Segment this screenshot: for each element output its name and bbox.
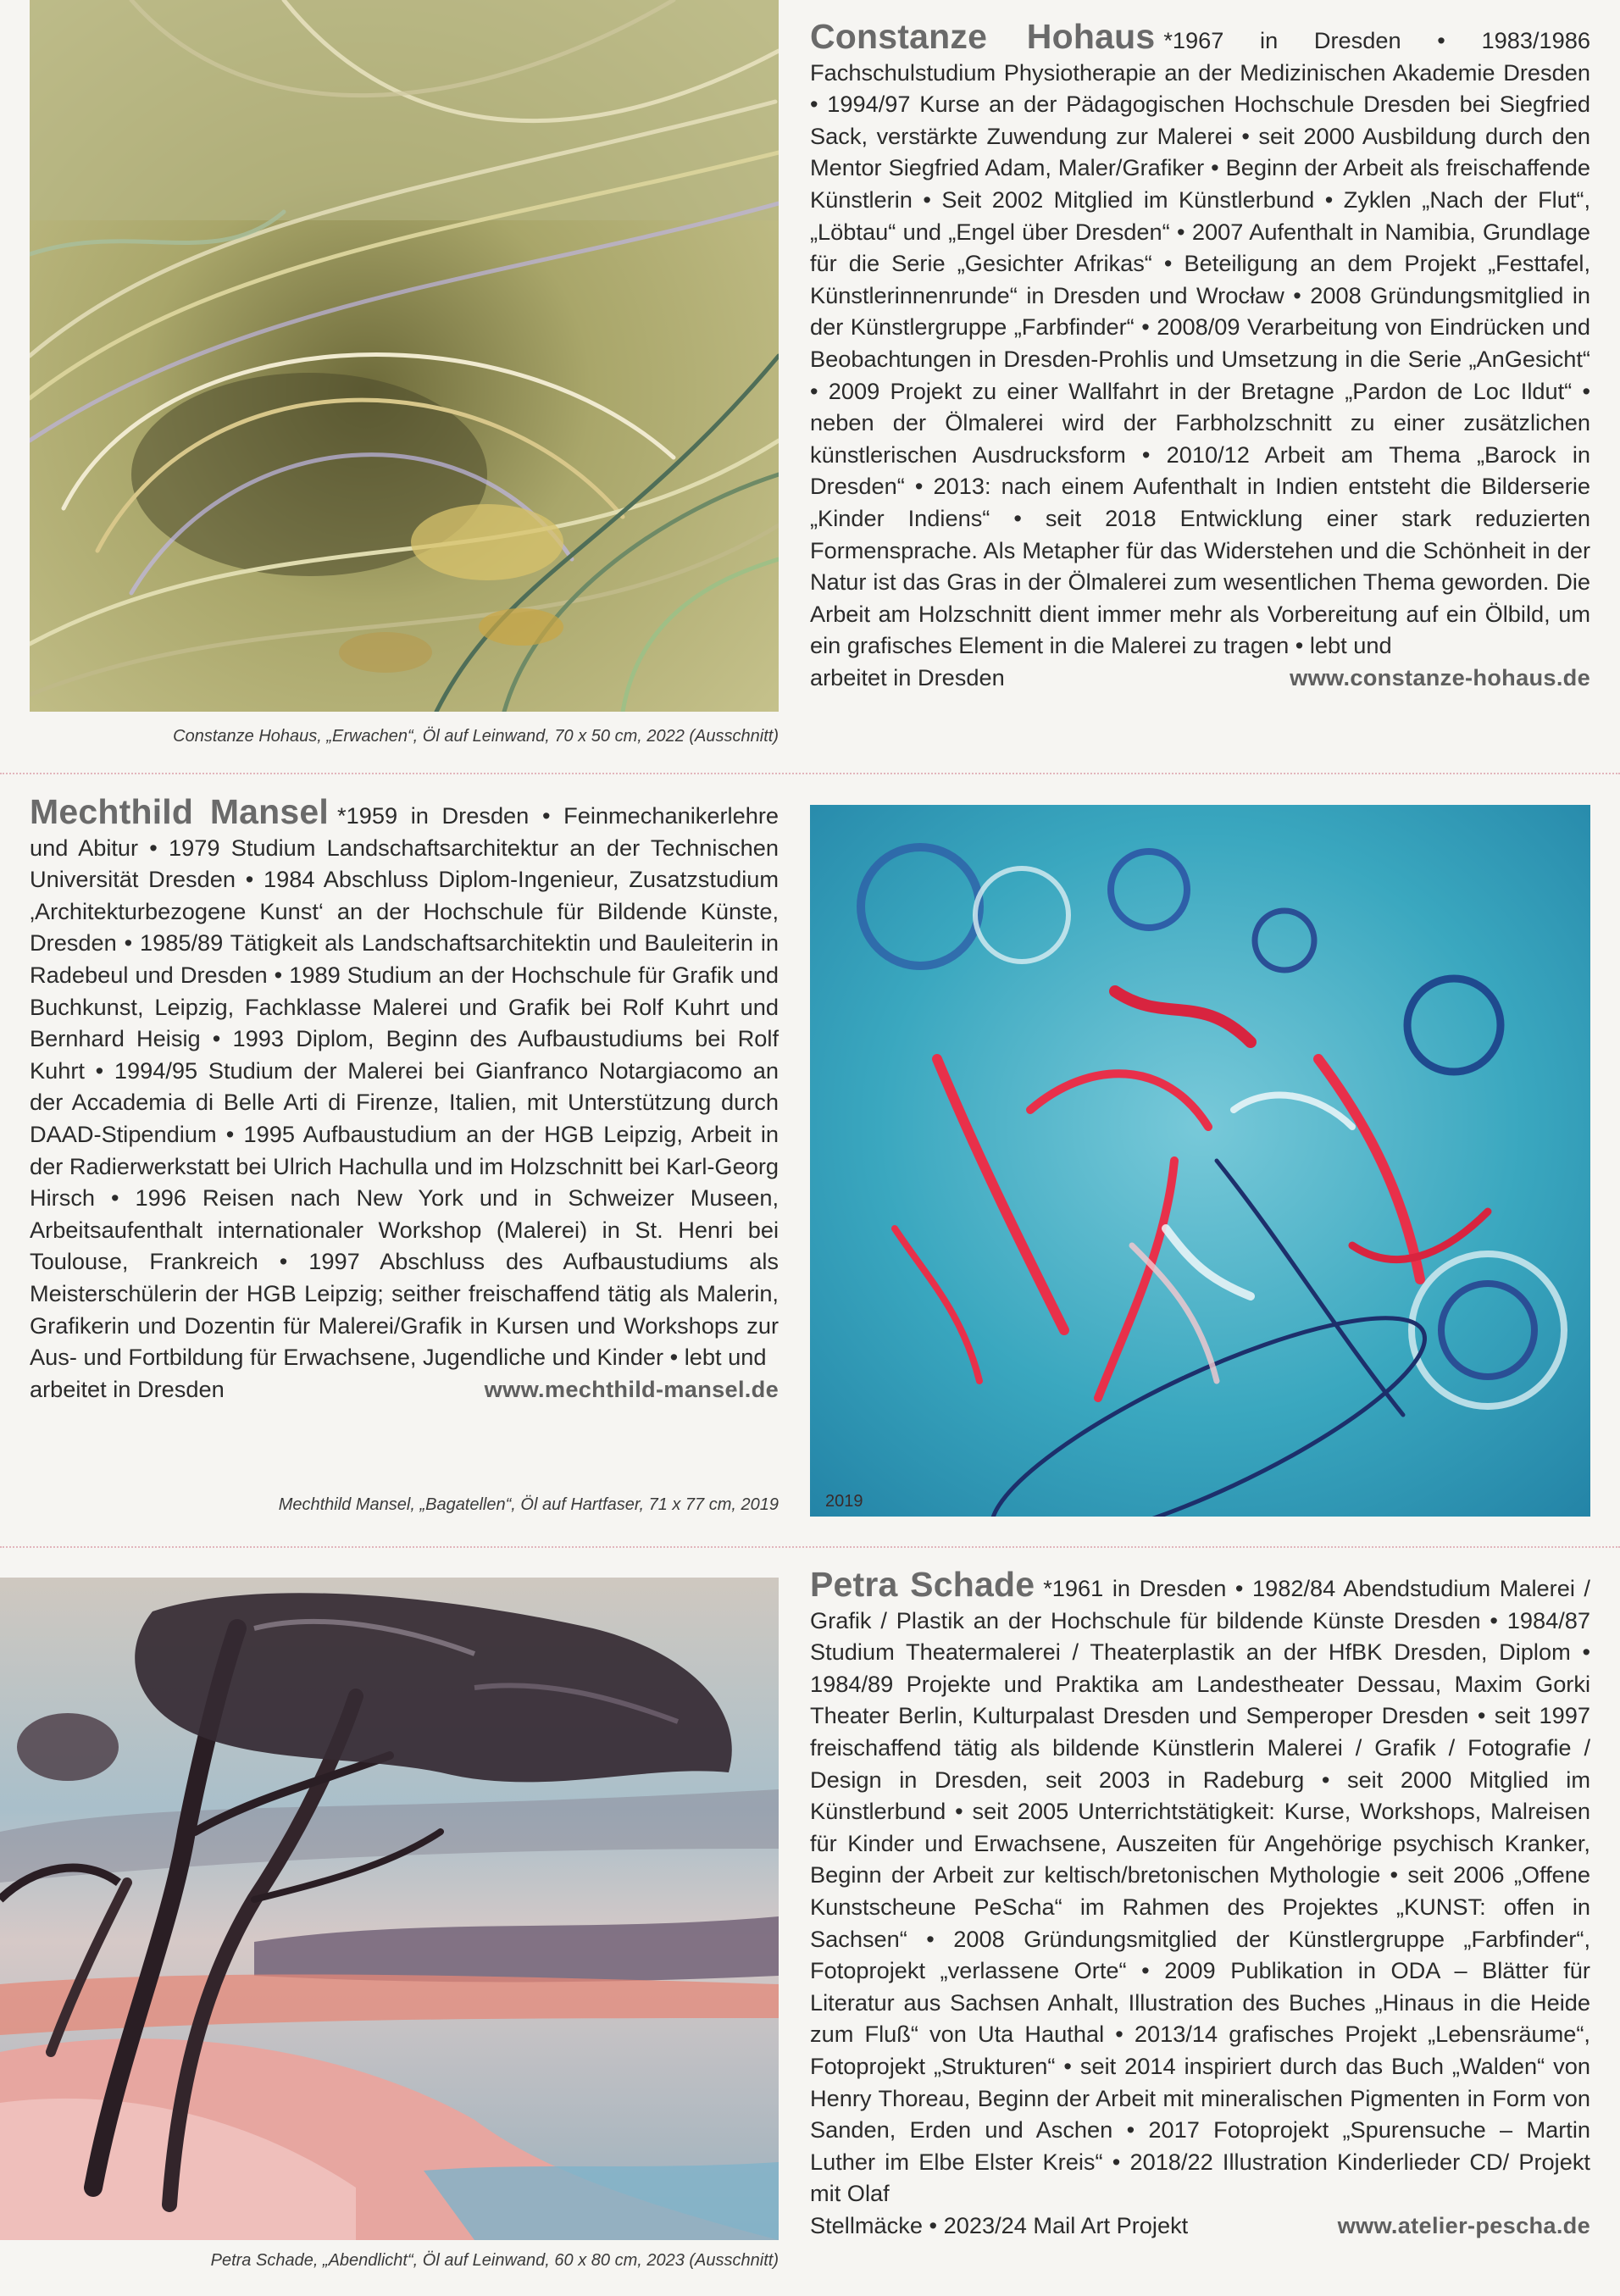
- painting-bagatellen-image: [810, 805, 1590, 1517]
- artist-bio-text: *1959 in Dresden • Feinmechanikerlehre und Abitur • 1979 Studium Landschaftsarchitektur an der Technischen Universität Dresden • 1984 Abschluss Diplom-Ingenieur, Zusatzstudium ‚Architekturbezogene Kunst‘ an der Hochschule für Bildende Künste, Dresden • 1985/89 Tätigkeit als Landschaftsarchitektin und Bauleiterin in Radebeul und Dresden • 1989 Studium an der Hochschule für Grafik und Buchkunst, Leipzig, Fachklasse Malerei und Grafik bei Rolf Kuhrt und Bernhard Heisig • 1993 Diplom, Beginn des Aufbaustudiums bei Rolf Kuhrt • 1994/95 Studium der Malerei bei Gianfranco Notargiacomo an der Accademia di Belle Arti di Firenze, Italien, mit Unterstützung durch DAAD-Stipendium • 1995 Aufbaustudium an der HGB Leipzig, Arbeit in der Radierwerkstatt bei Ulrich Hachulla und im Holzschnitt bei Karl-Georg Hirsch • 1996 Reisen nach New York und in Schweizer Museen, Arbeitsaufenthalt internationaler Workshop (Malerei) in St. Henri bei Toulouse, Frankreich • 1997 Abschluss des Aufbaustudiums als Meisterschülerin der HGB Leipzig; seither freischaffend tätig als Malerin, Grafikerin und Dozentin für Malerei/Grafik in Kursen und Workshops zur Aus- und Fortbildung für Erwachsene, Jugendliche und Kinder • lebt und: [30, 802, 779, 1371]
- painting-signature: 2019: [825, 1492, 863, 1511]
- painting-abendlicht-image: [0, 1578, 779, 2240]
- painting-erwachen-image: [30, 0, 779, 712]
- section-divider: [0, 1546, 1620, 1548]
- painting-caption: Mechthild Mansel, „Bagatellen“, Öl auf Hartfaser, 71 x 77 cm, 2019: [278, 1495, 779, 1514]
- artist-section-schade: [0, 1561, 1620, 2296]
- bio-last-line: [810, 662, 1590, 694]
- website-link[interactable]: www.atelier-pescha.de: [1337, 2211, 1590, 2238]
- painting-abendlicht: [0, 1578, 779, 2240]
- artist-name: Mechthild Mansel: [30, 792, 330, 831]
- bio-end-text: Stellmäcke • 2023/24 Mail Art Projekt: [810, 2211, 1189, 2238]
- artist-section-hohaus: [0, 0, 1620, 767]
- bio-end-text: arbeitet in Dresden: [30, 1375, 225, 1402]
- artist-name: Petra Schade: [810, 1565, 1035, 1604]
- artist-bio-text: *1967 in Dresden • 1983/1986 Fachschulstudium Physiotherapie an der Medizinischen Akademie Dresden • 1994/97 Kurse an der Pädagogischen Hochschule Dresden bei Siegfried Sack, verstärkte Zuwendung zur Malerei • seit 2000 Ausbildung durch den Mentor Siegfried Adam, Maler/Grafiker • Beginn der Arbeit als freischaffende Künstlerin • Seit 2002 Mitglied im Künstlerbund • Zyklen „Nach der Flut“, „Löbtau“ und „Engel über Dresden“ • 2007 Aufenthalt in Namibia, Grundlage für die Serie „Gesichter Afrikas“ • Beteiligung an dem Projekt „Festtafel, Künstlerinnenrunde“ in Dresden und Wrocław • 2008 Gründungsmitglied in der Künstlergruppe „Farbfinder“ • 2008/09 Verarbeitung von Eindrücken und Beobachtungen in Dresden-Prohlis und Umsetzung in die Serie „AnGesicht“ • 2009 Projekt zu einer Wallfahrt in der Bretagne „Pardon de Loc Ildut“ • neben der Ölmalerei wird der Farbholzschnitt zu einer zusätzlichen künstlerischen Ausdrucksform • 2010/12 Arbeit am Thema „Barock in Dresden“ • 2013: nach einem Aufenthalt in Indien entsteht die Bilderserie „Kinder Indiens“ • seit 2018 Entwicklung einer stark reduzierten Formensprache. Als Metapher für das Widerstehen und die Schönheit in der Natur ist das Gras in der Ölmalerei zum wesentlichen Thema geworden. Die Arbeit am Holzschnitt dient immer mehr als Vorbereitung auf ein Ölbild, um ein grafisches Element in die Malerei zu tragen • lebt und: [810, 27, 1590, 659]
- bio-end-text: arbeitet in Dresden: [810, 663, 1005, 690]
- website-link[interactable]: www.constanze-hohaus.de: [1290, 663, 1590, 690]
- painting-bagatellen: [810, 805, 1590, 1517]
- painting-erwachen: [30, 0, 779, 712]
- website-link[interactable]: www.mechthild-mansel.de: [484, 1375, 779, 1402]
- painting-caption: Constanze Hohaus, „Erwachen“, Öl auf Leinwand, 70 x 50 cm, 2022 (Ausschnitt): [173, 727, 779, 746]
- artist-name: Constanze Hohaus: [810, 17, 1156, 56]
- bio-last-line: [810, 2210, 1590, 2242]
- artist-bio: [30, 792, 779, 1405]
- bio-last-line: [30, 1373, 779, 1406]
- artist-bio: [810, 17, 1590, 693]
- painting-caption: Petra Schade, „Abendlicht“, Öl auf Leinwand, 60 x 80 cm, 2023 (Ausschnitt): [210, 2251, 779, 2270]
- artist-section-mansel: [0, 784, 1620, 1542]
- artist-bio: [810, 1565, 1590, 2241]
- artist-bio-text: *1961 in Dresden • 1982/84 Abendstudium Malerei / Grafik / Plastik an der Hochschule für bildende Künste Dresden • 1984/87 Studium Theatermalerei / Theaterplastik an der HfBK Dresden, Diplom • 1984/89 Projekte und Praktika am Landestheater Dessau, Maxim Gorki Theater Berlin, Kulturpalast Dresden und Semperoper Dresden • seit 1997 freischaffend tätig als bildende Künstlerin Malerei / Grafik / Fotografie / Design in Dresden, seit 2003 in Radeburg • seit 2000 Mitglied im Künstlerbund • seit 2005 Unterrichtstätigkeit: Kurse, Workshops, Malreisen für Kinder und Erwachsene, Auszeiten für Angehörige psychisch Kranker, Beginn der Arbeit zur keltisch/bretonischen Mythologie • seit 2006 „Offene Kunstscheune PeScha“ im Rahmen des Projektes „KUNST: offen in Sachsen“ • 2008 Gründungsmitglied der Künstlergruppe „Farbfinder“, Fotoprojekt „verlassene Orte“ • 2009 Publikation in ODA – Blätter für Literatur aus Sachsen Anhalt, Illustration des Buches „Hinaus in die Heide zum Fluß“ von Uta Hauthal • 2013/14 grafisches Projekt „Lebensräume“, Fotoprojekt „Strukturen“ • seit 2014 inspiriert durch das Buch „Walden“ von Henry Thoreau, Beginn der Arbeit mit mineralischen Pigmenten in Form von Sanden, Erden und Aschen • 2017 Fotoprojekt „Spurensuche – Martin Luther im Elbe Elster Kreis“ • 2018/22 Illustration Kinderlieder CD/ Projekt mit Olaf: [810, 1575, 1590, 2207]
- section-divider: [0, 773, 1620, 774]
